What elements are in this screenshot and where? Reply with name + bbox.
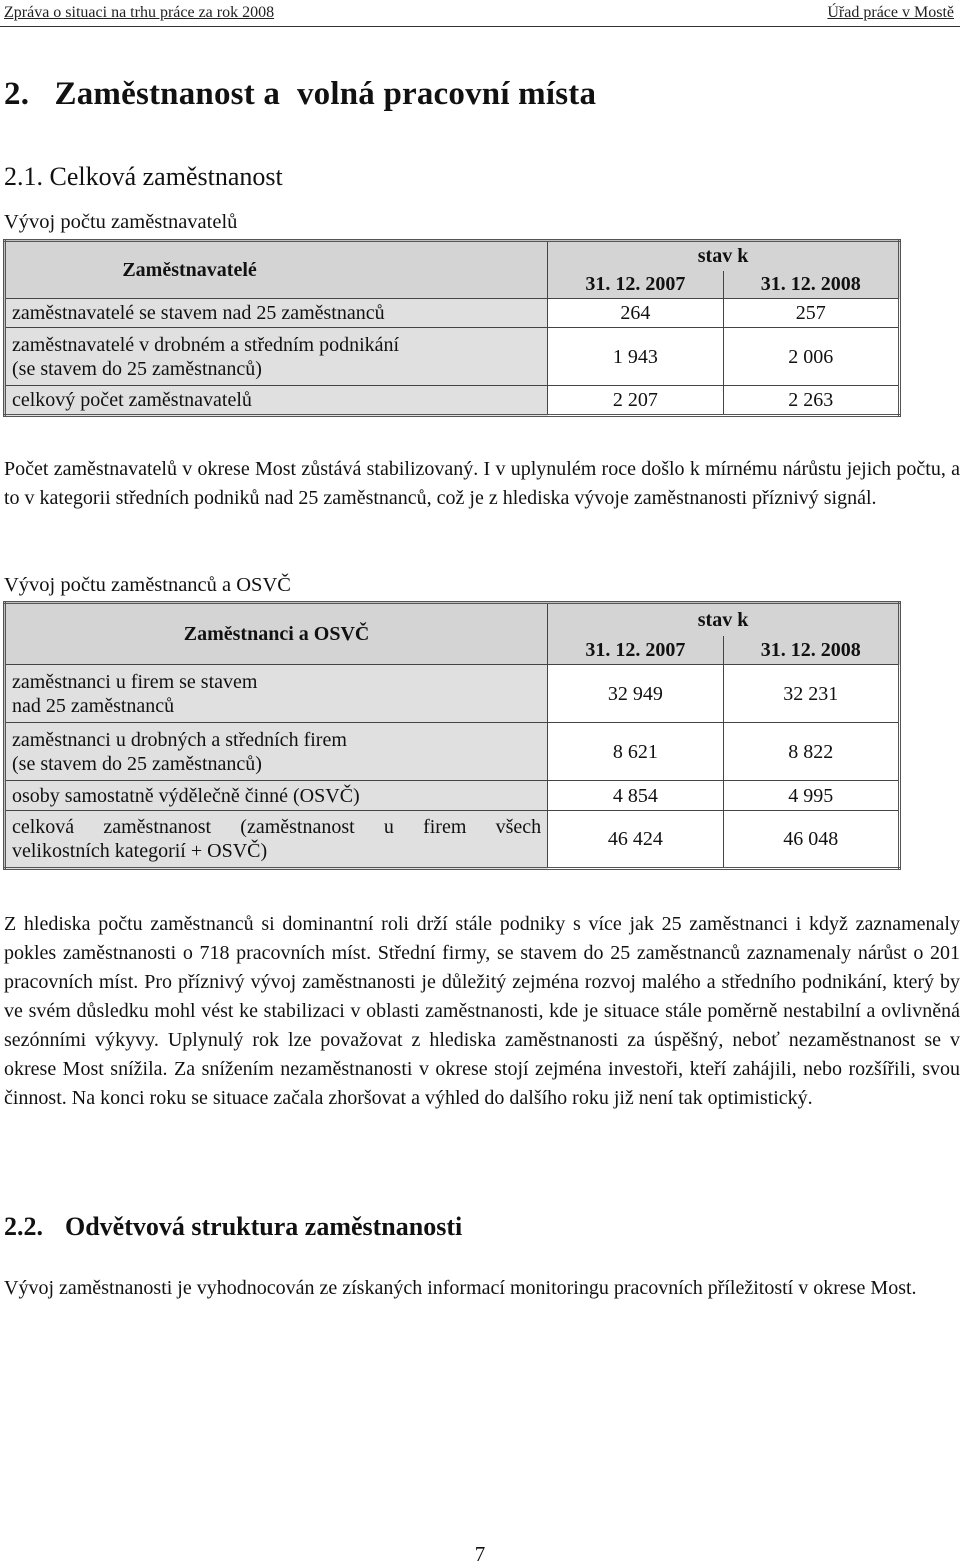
employers-table-col-2008: 31. 12. 2008 [723,271,899,299]
row-label-line2: velikostních kategorií + OSVČ) [12,840,268,862]
row-label-line2: nad 25 zaměstnanců [12,694,175,717]
paragraph-employment-analysis: Z hlediska počtu zaměstnanců si dominantní roli drží stále podniky s více jak 25 zaměstnanci i když zaznamenaly pokles zaměstnanosti o 718 pracovních míst. Střední firmy, se stavem do 25 zaměstnanců zaznamenaly nárůst o 201 pracovních míst. Pro příznivý vývoj zaměstnanosti je důležitý zejména rozvoj malého a středního podnikání, který by ve svém důsledku mohl vést ke stabilizaci v oblasti zaměstnanosti, kde je situace stále poměrně nestabilní a ovlivněná sezónními výkyvy. Uplynulý rok lze považovat z hlediska zaměstnanosti za úspěšný, neboť nezaměstnanost se v okrese Most snížila. Za snížením nezaměstnanosti v okrese stojí zejména investoři, kteří zahájili, nebo rozšířili, svou činnost. Na konci roku se situace začala zhoršovat a výhled do dalšího roku již není tak optimistický. [4,913,960,1109]
employers-table-head-label: Zaměstnavatelé [5,241,548,299]
row-label-line2: (se stavem do 25 zaměstnanců) [12,752,262,775]
section-title-celkova-zamestnanost: 2.1. Celková zaměstnanost [4,162,283,191]
row-label [5,723,548,781]
employers-table-head-group: stav k [548,241,900,271]
row-value-2008: 46 048 [723,811,899,869]
row-value-2007: 8 621 [548,723,723,781]
table-row [5,328,900,386]
row-value-2007: 264 [548,299,723,328]
row-label: zaměstnavatelé se stavem nad 25 zaměstnanců [5,299,548,328]
employers-table-col-2007: 31. 12. 2007 [548,271,723,299]
paragraph-employers: Počet zaměstnavatelů v okrese Most zůstává stabilizovaný. I v uplynulém roce došlo k mírnému nárůstu jejich počtu, a to v kategorii středních podniků nad 25 zaměstnanců, což je z hlediska vývoje zaměstnanosti příznivý signál. [4,458,960,509]
row-label-line1: zaměstnavatelé v drobném a středním podnikání [12,333,400,356]
table2-caption: Vývoj počtu zaměstnanců a OSVČ [4,574,291,596]
row-value-2008: 32 231 [723,665,899,723]
table-row [5,811,900,869]
section-heading: Odvětvová struktura zaměstnanosti [65,1212,463,1241]
row-label: celkový počet zaměstnavatelů [5,386,548,416]
header-office-name: Úřad práce v Mostě [827,4,954,21]
paragraph-sector-structure: Vývoj zaměstnanosti je vyhodnocován ze získaných informací monitoringu pracovních příležitostí v okrese Most. [4,1277,917,1299]
row-label-line1: zaměstnanci u firem se stavem [12,670,258,693]
row-label: osoby samostatně výdělečně činné (OSVČ) [5,781,548,811]
table-row [5,299,900,328]
row-value-2008: 257 [723,299,899,328]
row-label-line2: (se stavem do 25 zaměstnanců) [12,357,262,380]
employees-table [3,601,901,870]
row-value-2007: 4 854 [548,781,723,811]
employees-table-col-2008: 31. 12. 2008 [723,636,899,665]
table1-caption: Vývoj počtu zaměstnavatelů [4,211,238,233]
row-label [5,328,548,386]
row-value-2007: 2 207 [548,386,723,416]
table-row [5,665,900,723]
row-value-2008: 2 263 [723,386,899,416]
table-row [5,723,900,781]
employees-table-col-2007: 31. 12. 2007 [548,636,723,665]
header-divider [0,26,960,27]
row-value-2007: 32 949 [548,665,723,723]
table-row [5,386,900,416]
table-row [5,781,900,811]
employees-table-head-group: stav k [548,603,900,636]
row-label [5,665,548,723]
row-value-2007: 1 943 [548,328,723,386]
row-value-2008: 2 006 [723,328,899,386]
header-report-title: Zpráva o situaci na trhu práce za rok 2008 [4,4,275,21]
employees-table-head-label: Zaměstnanci a OSVČ [5,603,548,665]
row-value-2008: 8 822 [723,723,899,781]
row-value-2007: 46 424 [548,811,723,869]
row-label [5,811,548,869]
row-value-2008: 4 995 [723,781,899,811]
employers-table [3,239,901,417]
row-label-line1: zaměstnanci u drobných a středních firem [12,728,347,751]
row-label-line1: celková zaměstnanost (zaměstnanost u firem všech [12,816,542,838]
section-title-odvetvova-struktura [4,1212,462,1242]
page-number: 7 [474,1542,486,1566]
chapter-title: 2. Zaměstnanost a volná pracovní místa [4,76,597,112]
section-number: 2.2. [4,1212,43,1241]
